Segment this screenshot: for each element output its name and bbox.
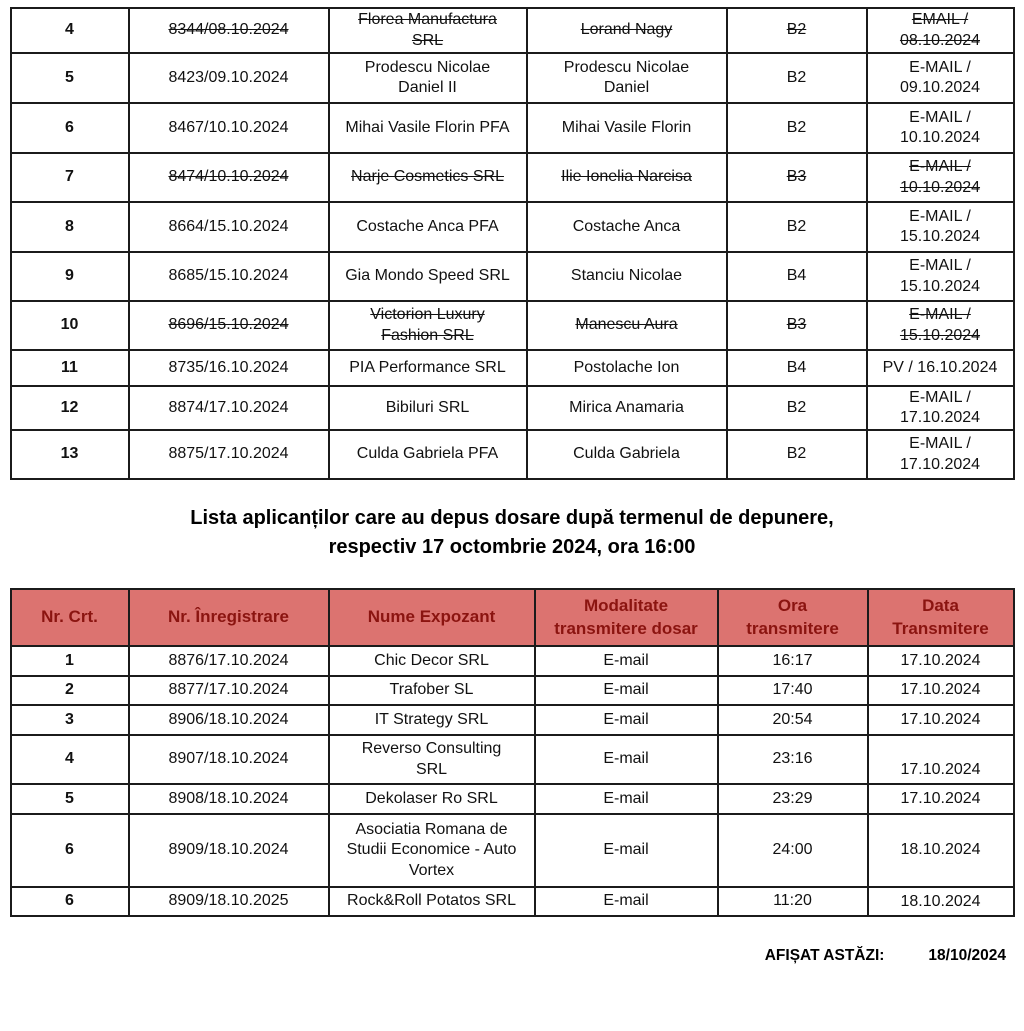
- cell-name: Asociatia Romana de Studii Economice - Auto Vortex: [329, 814, 535, 887]
- header-nr-crt: Nr. Crt.: [11, 589, 129, 646]
- cell-time: 20:54: [718, 705, 868, 735]
- cell-transmission: E-MAIL / 15.10.2024: [867, 252, 1014, 301]
- cell-mode: E-mail: [535, 814, 718, 887]
- cell-name: Trafober SL: [329, 676, 535, 705]
- cell-person: Culda Gabriela: [527, 430, 727, 479]
- cell-transmission: PV / 16.10.2024: [867, 350, 1014, 386]
- posted-today-row: [0, 947, 1024, 965]
- header-nume-expozant: Nume Expozant: [329, 589, 535, 646]
- cell-mode: E-mail: [535, 735, 718, 784]
- table-row: [11, 887, 1014, 916]
- table-row: [11, 202, 1014, 252]
- table-row: [11, 735, 1014, 784]
- cell-nr: 2: [11, 676, 129, 705]
- cell-company: PIA Performance SRL: [329, 350, 527, 386]
- cell-time: 24:00: [718, 814, 868, 887]
- cell-name: Rock&Roll Potatos SRL: [329, 887, 535, 916]
- cell-code: B3: [727, 301, 867, 350]
- late-applicants-table: [10, 588, 1015, 917]
- cell-nr: 8: [11, 202, 129, 252]
- table-row: [11, 705, 1014, 735]
- cell-registration: 8735/16.10.2024: [129, 350, 329, 386]
- table-row: [11, 814, 1014, 887]
- cell-transmission: E-MAIL / 10.10.2024: [867, 153, 1014, 202]
- cell-registration: 8423/09.10.2024: [129, 53, 329, 103]
- header-nr-inregistrare: Nr. Înregistrare: [129, 589, 329, 646]
- cell-transmission: E-MAIL / 09.10.2024: [867, 53, 1014, 103]
- cell-name: Chic Decor SRL: [329, 646, 535, 676]
- cell-person: Stanciu Nicolae: [527, 252, 727, 301]
- cell-mode: E-mail: [535, 705, 718, 735]
- cell-person: Mihai Vasile Florin: [527, 103, 727, 153]
- cell-transmission: E-MAIL / 15.10.2024: [867, 301, 1014, 350]
- cell-registration: 8874/17.10.2024: [129, 386, 329, 430]
- posted-today-label: AFIȘAT ASTĂZI:: [764, 947, 885, 964]
- cell-nr: 5: [11, 53, 129, 103]
- cell-registration: 8909/18.10.2025: [129, 887, 329, 916]
- cell-transmission: E-MAIL / 17.10.2024: [867, 386, 1014, 430]
- cell-registration: 8696/15.10.2024: [129, 301, 329, 350]
- cell-name: Reverso Consulting SRL: [329, 735, 535, 784]
- cell-registration: 8685/15.10.2024: [129, 252, 329, 301]
- cell-registration: 8474/10.10.2024: [129, 153, 329, 202]
- cell-name: Dekolaser Ro SRL: [329, 784, 535, 814]
- cell-company: Mihai Vasile Florin PFA: [329, 103, 527, 153]
- cell-date: 17.10.2024: [868, 784, 1014, 814]
- cell-nr: 4: [11, 8, 129, 53]
- cell-time: 17:40: [718, 676, 868, 705]
- cell-person: Ilie Ionelia Narcisa: [527, 153, 727, 202]
- cell-nr: 9: [11, 252, 129, 301]
- cell-transmission: E-MAIL / 17.10.2024: [867, 430, 1014, 479]
- cell-company: Gia Mondo Speed SRL: [329, 252, 527, 301]
- cell-code: B2: [727, 53, 867, 103]
- cell-date: 17.10.2024: [868, 735, 1014, 784]
- cell-code: B3: [727, 153, 867, 202]
- cell-code: B4: [727, 350, 867, 386]
- cell-person: Postolache Ion: [527, 350, 727, 386]
- cell-nr: 7: [11, 153, 129, 202]
- cell-time: 23:16: [718, 735, 868, 784]
- cell-person: Manescu Aura: [527, 301, 727, 350]
- page-title-line1: Lista aplicanților care au depus dosare după termenul de depunere,: [190, 507, 834, 529]
- cell-transmission: EMAIL / 08.10.2024: [867, 8, 1014, 53]
- cell-time: 16:17: [718, 646, 868, 676]
- cell-registration: 8907/18.10.2024: [129, 735, 329, 784]
- cell-time: 11:20: [718, 887, 868, 916]
- table-row: [11, 103, 1014, 153]
- cell-code: B2: [727, 386, 867, 430]
- table-row: [11, 53, 1014, 103]
- table-row: [11, 350, 1014, 386]
- cell-transmission: E-MAIL / 10.10.2024: [867, 103, 1014, 153]
- table-row: [11, 301, 1014, 350]
- cell-registration: 8875/17.10.2024: [129, 430, 329, 479]
- cell-registration: 8906/18.10.2024: [129, 705, 329, 735]
- cell-name: IT Strategy SRL: [329, 705, 535, 735]
- cell-nr: 6: [11, 103, 129, 153]
- cell-transmission: E-MAIL / 15.10.2024: [867, 202, 1014, 252]
- table-row: [11, 430, 1014, 479]
- cell-mode: E-mail: [535, 646, 718, 676]
- cell-date: 17.10.2024: [868, 705, 1014, 735]
- cell-person: Lorand Nagy: [527, 8, 727, 53]
- posted-today-date: 18/10/2024: [928, 947, 1006, 964]
- table-header-row: [11, 589, 1014, 646]
- header-ora: Ora transmitere: [718, 589, 868, 646]
- cell-company: Victorion Luxury Fashion SRL: [329, 301, 527, 350]
- cell-company: Prodescu Nicolae Daniel II: [329, 53, 527, 103]
- cell-registration: 8344/08.10.2024: [129, 8, 329, 53]
- cell-registration: 8664/15.10.2024: [129, 202, 329, 252]
- cell-company: Culda Gabriela PFA: [329, 430, 527, 479]
- cell-person: Prodescu Nicolae Daniel: [527, 53, 727, 103]
- table-row: [11, 646, 1014, 676]
- cell-date: 17.10.2024: [868, 676, 1014, 705]
- cell-nr: 1: [11, 646, 129, 676]
- cell-person: Costache Anca: [527, 202, 727, 252]
- page-title: [0, 504, 1024, 562]
- cell-date: 18.10.2024: [868, 814, 1014, 887]
- table-row: [11, 153, 1014, 202]
- cell-registration: 8467/10.10.2024: [129, 103, 329, 153]
- cell-registration: 8909/18.10.2024: [129, 814, 329, 887]
- table-row: [11, 8, 1014, 53]
- cell-company: Bibiluri SRL: [329, 386, 527, 430]
- cell-nr: 12: [11, 386, 129, 430]
- cell-time: 23:29: [718, 784, 868, 814]
- table-row: [11, 784, 1014, 814]
- cell-nr: 11: [11, 350, 129, 386]
- page-title-line2: respectiv 17 octombrie 2024, ora 16:00: [328, 536, 696, 558]
- cell-date: 17.10.2024: [868, 646, 1014, 676]
- cell-registration: 8876/17.10.2024: [129, 646, 329, 676]
- cell-code: B2: [727, 430, 867, 479]
- header-data: Data Transmitere: [868, 589, 1014, 646]
- cell-code: B2: [727, 103, 867, 153]
- cell-company: Costache Anca PFA: [329, 202, 527, 252]
- cell-registration: 8877/17.10.2024: [129, 676, 329, 705]
- cell-nr: 6: [11, 814, 129, 887]
- cell-code: B4: [727, 252, 867, 301]
- applicants-table: [10, 7, 1015, 480]
- cell-company: Narje Cosmetics SRL: [329, 153, 527, 202]
- cell-person: Mirica Anamaria: [527, 386, 727, 430]
- cell-mode: E-mail: [535, 784, 718, 814]
- table-row: [11, 676, 1014, 705]
- cell-mode: E-mail: [535, 676, 718, 705]
- cell-nr: 3: [11, 705, 129, 735]
- cell-nr: 10: [11, 301, 129, 350]
- cell-nr: 5: [11, 784, 129, 814]
- cell-date: 18.10.2024: [868, 887, 1014, 916]
- cell-company: Florea Manufactura SRL: [329, 8, 527, 53]
- table-row: [11, 252, 1014, 301]
- cell-nr: 4: [11, 735, 129, 784]
- cell-code: B2: [727, 8, 867, 53]
- cell-mode: E-mail: [535, 887, 718, 916]
- table-row: [11, 386, 1014, 430]
- cell-nr: 13: [11, 430, 129, 479]
- cell-registration: 8908/18.10.2024: [129, 784, 329, 814]
- header-modalitate: Modalitate transmitere dosar: [535, 589, 718, 646]
- cell-code: B2: [727, 202, 867, 252]
- cell-nr: 6: [11, 887, 129, 916]
